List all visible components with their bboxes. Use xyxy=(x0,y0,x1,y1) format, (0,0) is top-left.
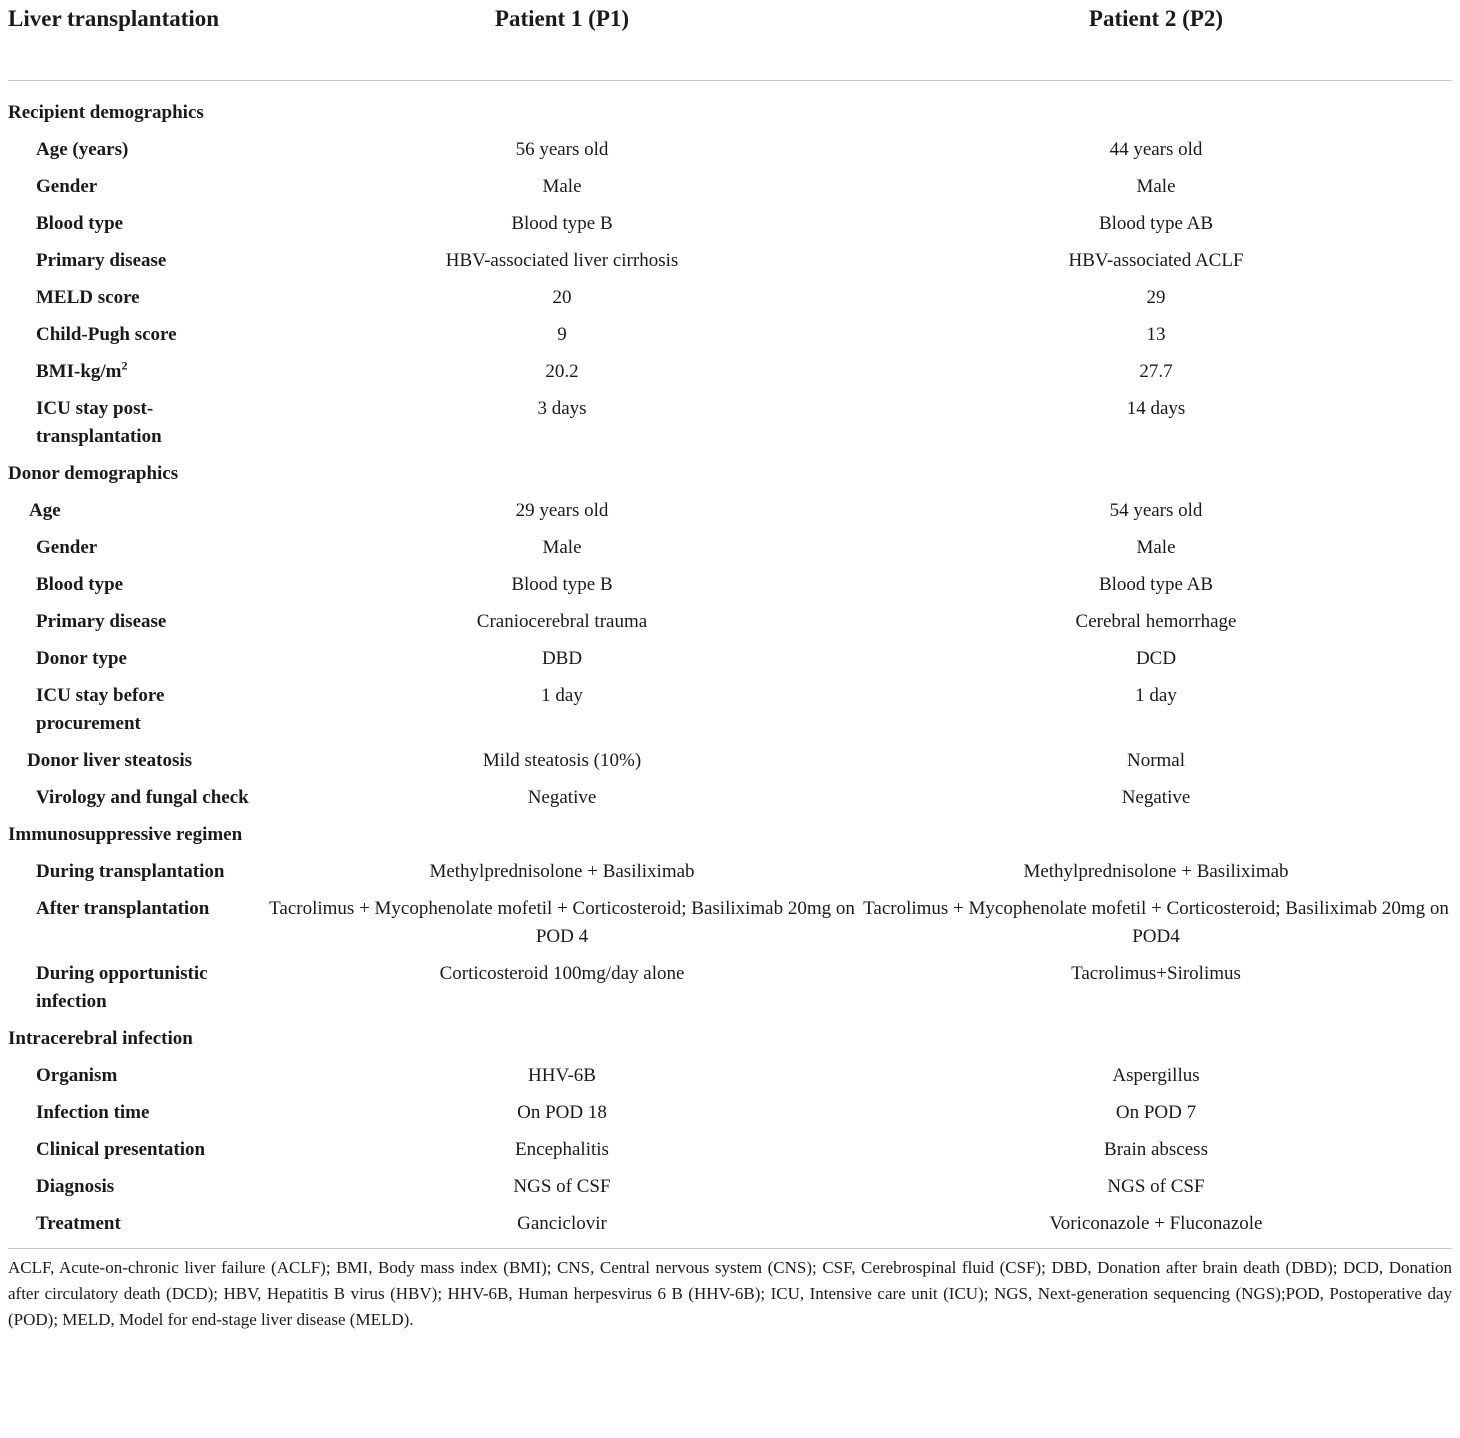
patient-1-value: On POD 18 xyxy=(517,1102,607,1123)
row-label-text: Treatment xyxy=(36,1213,121,1234)
row-label-text: After transplantation xyxy=(36,898,210,919)
patient-1-value: Corticosteroid 100mg/day alone xyxy=(439,963,685,984)
patient-2-value: Male xyxy=(1136,176,1176,197)
row-label xyxy=(8,891,264,956)
table-row xyxy=(8,1095,1452,1132)
patient-2-value: Voriconazole + Fluconazole xyxy=(1049,1213,1263,1234)
table-row xyxy=(8,854,1452,891)
section-row xyxy=(8,456,1452,493)
table-row xyxy=(8,891,1452,956)
table-row xyxy=(8,1058,1452,1095)
row-label xyxy=(8,391,264,456)
row-label-text: Gender xyxy=(36,176,98,197)
row-label xyxy=(8,280,264,317)
section-title: Immunosuppressive regimen xyxy=(8,824,243,845)
header-patient-2: Patient 2 (P2) xyxy=(1088,6,1224,31)
patient-2-value: 1 day xyxy=(1135,685,1177,706)
patient-2-value: Methylprednisolone + Basiliximab xyxy=(1023,861,1289,882)
patient-1-value: NGS of CSF xyxy=(513,1176,611,1197)
table-footnote: ACLF, Acute-on-chronic liver failure (ACLF); BMI, Body mass index (BMI); CNS, Central nervous system (CNS); CSF, Cerebrospinal fluid (CSF); DBD, Donation after brain death (DBD); DCD, Donation after circulatory death (DCD); HBV, Hepatitis B virus (HBV); HHV-6B, Human herpesvirus 6 B (HHV-6B); ICU, Intensive care unit (ICU); NGS, Next-generation sequencing (NGS);POD, Postoperative day (POD); MELD, Model for end-stage liver disease (MELD). xyxy=(8,1258,1452,1329)
section-title: Donor demographics xyxy=(8,463,179,484)
table-row xyxy=(8,317,1452,354)
row-label xyxy=(8,567,264,604)
patient-2-value: Tacrolimus + Mycophenolate mofetil + Corticosteroid; Basiliximab 20mg on POD4 xyxy=(863,898,1449,947)
header-patient-1: Patient 1 (P1) xyxy=(494,6,630,31)
row-label-text: ICU stay before procurement xyxy=(36,685,165,734)
patient-1-value: Craniocerebral trauma xyxy=(476,611,648,632)
patient-2-value: Negative xyxy=(1121,787,1191,808)
patient-2-value: 14 days xyxy=(1126,398,1186,419)
patient-2-value: HBV-associated ACLF xyxy=(1068,250,1244,271)
row-label-text: Virology and fungal check xyxy=(36,787,249,808)
row-label-text: Blood type xyxy=(36,574,124,595)
patient-1-value: Mild steatosis (10%) xyxy=(482,750,642,771)
row-label xyxy=(8,604,264,641)
table-page xyxy=(8,0,1452,1333)
table-row xyxy=(8,604,1452,641)
row-label xyxy=(8,1169,264,1206)
row-label xyxy=(8,1206,264,1248)
section-row xyxy=(8,81,1452,133)
table-row xyxy=(8,280,1452,317)
table-header-row xyxy=(8,0,1452,81)
row-label-text: MELD score xyxy=(36,287,140,308)
patient-2-value: NGS of CSF xyxy=(1107,1176,1205,1197)
table-row xyxy=(8,354,1452,391)
table-row xyxy=(8,206,1452,243)
patient-2-value: Blood type AB xyxy=(1098,213,1213,234)
row-label-text: Organism xyxy=(36,1065,118,1086)
patient-1-value: Negative xyxy=(527,787,597,808)
row-label-text: Age xyxy=(29,500,61,521)
row-label xyxy=(8,354,264,391)
row-label xyxy=(8,132,264,169)
patient-1-value: DBD xyxy=(541,648,583,669)
row-label xyxy=(8,1058,264,1095)
row-label xyxy=(8,169,264,206)
patient-2-value: Brain abscess xyxy=(1104,1139,1208,1160)
patient-1-value: Male xyxy=(542,176,582,197)
row-label-text: Gender xyxy=(36,537,98,558)
header-liver-transplantation: Liver transplantation xyxy=(8,6,220,31)
row-label xyxy=(8,1095,264,1132)
patient-2-value: 54 years old xyxy=(1109,500,1203,521)
table-row xyxy=(8,641,1452,678)
table-row xyxy=(8,780,1452,817)
row-label xyxy=(8,530,264,567)
patient-1-value: Tacrolimus + Mycophenolate mofetil + Corticosteroid; Basiliximab 20mg on POD 4 xyxy=(269,898,855,947)
row-label xyxy=(8,1132,264,1169)
row-label xyxy=(8,854,264,891)
section-title: Intracerebral infection xyxy=(8,1028,193,1049)
patient-1-value: 9 xyxy=(557,324,567,345)
table-row xyxy=(8,1206,1452,1248)
row-label xyxy=(8,678,264,743)
patient-2-value: 44 years old xyxy=(1109,139,1203,160)
patient-1-value: 1 day xyxy=(541,685,583,706)
row-label-text: Donor liver steatosis xyxy=(27,750,193,771)
table-row xyxy=(8,567,1452,604)
row-label-text: During opportunistic infection xyxy=(36,963,208,1012)
row-label xyxy=(8,780,264,817)
row-label-text: ICU stay post-transplantation xyxy=(36,398,162,447)
row-label-text: Primary disease xyxy=(36,611,167,632)
section-title: Recipient demographics xyxy=(8,102,204,123)
patient-1-value: Male xyxy=(542,537,582,558)
table-row xyxy=(8,1169,1452,1206)
row-label xyxy=(8,956,264,1021)
patient-2-value: Normal xyxy=(1126,750,1186,771)
clinical-table xyxy=(8,0,1452,1248)
row-label-text: Diagnosis xyxy=(36,1176,115,1197)
table-row xyxy=(8,956,1452,1021)
row-label-text: Age (years) xyxy=(36,139,129,160)
row-label-text: BMI-kg/m xyxy=(36,361,122,382)
row-label xyxy=(8,493,264,530)
table-row xyxy=(8,743,1452,780)
row-label-text: Infection time xyxy=(36,1102,150,1123)
table-row xyxy=(8,678,1452,743)
row-label-text: Child-Pugh score xyxy=(36,324,177,345)
section-row xyxy=(8,1021,1452,1058)
patient-2-value: Tacrolimus+Sirolimus xyxy=(1071,963,1241,984)
patient-2-value: On POD 7 xyxy=(1115,1102,1197,1123)
patient-1-value: 29 years old xyxy=(515,500,609,521)
table-row xyxy=(8,169,1452,206)
patient-1-value: Blood type B xyxy=(511,213,613,234)
table-row xyxy=(8,243,1452,280)
table-body xyxy=(8,81,1452,1249)
row-label-text: Clinical presentation xyxy=(36,1139,206,1160)
row-label xyxy=(8,243,264,280)
table-row xyxy=(8,1132,1452,1169)
patient-2-value: 13 xyxy=(1146,324,1166,345)
row-label-text: Primary disease xyxy=(36,250,167,271)
patient-2-value: Male xyxy=(1136,537,1176,558)
row-label-text: Donor type xyxy=(36,648,127,669)
row-label-superscript: 2 xyxy=(121,358,128,373)
patient-1-value: Blood type B xyxy=(511,574,613,595)
patient-1-value: Methylprednisolone + Basiliximab xyxy=(429,861,695,882)
patient-2-value: 27.7 xyxy=(1139,361,1173,382)
patient-1-value: Encephalitis xyxy=(515,1139,609,1160)
row-label-text: During transplantation xyxy=(36,861,225,882)
patient-2-value: Blood type AB xyxy=(1098,574,1213,595)
table-row xyxy=(8,493,1452,530)
row-label xyxy=(8,206,264,243)
row-label-text: Blood type xyxy=(36,213,124,234)
patient-1-value: HHV-6B xyxy=(528,1065,596,1086)
patient-2-value: DCD xyxy=(1135,648,1177,669)
patient-1-value: 56 years old xyxy=(515,139,609,160)
patient-2-value: Aspergillus xyxy=(1112,1065,1200,1086)
section-row xyxy=(8,817,1452,854)
patient-1-value: HBV-associated liver cirrhosis xyxy=(445,250,679,271)
patient-1-value: Ganciclovir xyxy=(517,1213,607,1234)
patient-2-value: Cerebral hemorrhage xyxy=(1075,611,1237,632)
patient-2-value: 29 xyxy=(1146,287,1166,308)
table-row xyxy=(8,530,1452,567)
row-label xyxy=(8,743,264,780)
row-label xyxy=(8,317,264,354)
patient-1-value: 3 days xyxy=(537,398,587,419)
row-label xyxy=(8,641,264,678)
table-row xyxy=(8,391,1452,456)
patient-1-value: 20 xyxy=(552,287,572,308)
patient-1-value: 20.2 xyxy=(545,361,579,382)
table-row xyxy=(8,132,1452,169)
